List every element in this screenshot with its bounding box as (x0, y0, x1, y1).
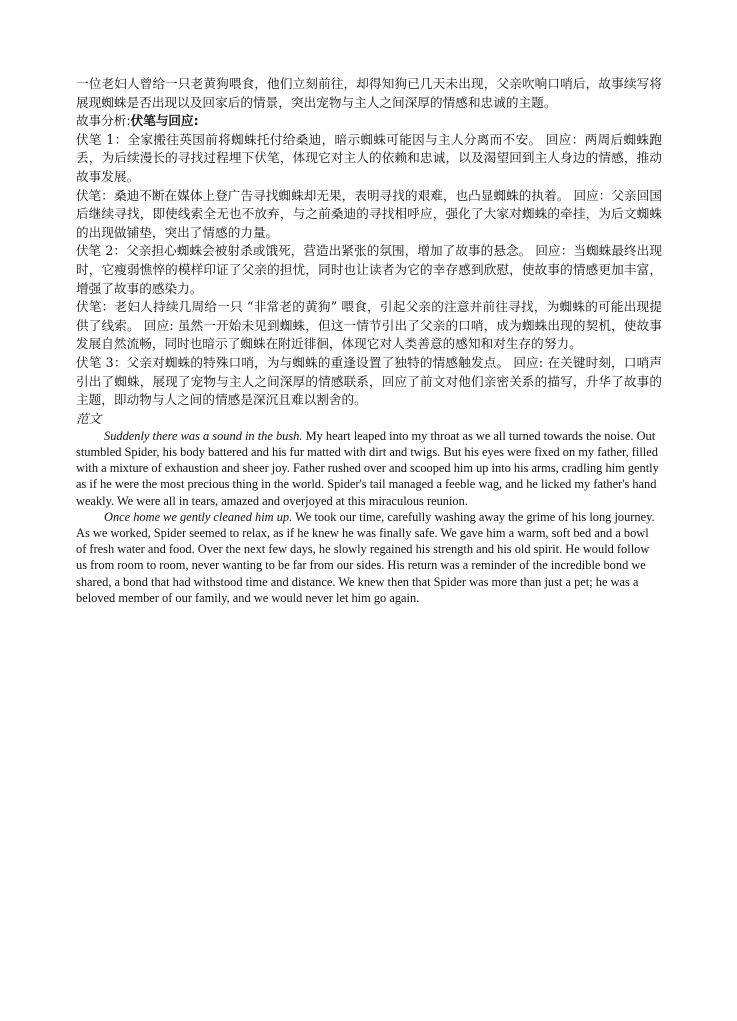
essay-paragraph-1 (76, 428, 662, 509)
analysis-heading-prefix: 故事分析: (76, 113, 131, 129)
analysis-item-label: 伏笔 2： (76, 243, 127, 259)
essay-lead-sentence: Once home we gently cleaned him up. (104, 509, 293, 524)
analysis-item-5 (76, 354, 662, 410)
essay-paragraph-2 (76, 509, 662, 606)
intro-paragraph: 一位老妇人曾给一只老黄狗喂食，他们立刻前往，却得知狗已几天未出现，父亲吹响口哨后，故事续写将展现蜘蛛是否出现以及回家后的情景，突出宠物与主人之间深厚的情感和忠诚的主题。 (76, 76, 662, 110)
analysis-item-1 (76, 131, 662, 187)
analysis-item-3 (76, 242, 662, 298)
essay-body-text: My heart leaped into my throat as we all turned towards the noise. Out stumbled Spider, his body battered and his fur matted with dirt and twigs. But his eyes were fixed on my father, filled with a mixture of exhaustion and sheer joy. Father rushed over and scooped him up into his arms, cradling him gently as if he were the most precious thing in the world. Spider's tail managed a feeble wag, and he licked my father's hand weakly. We were all in tears, amazed and overjoyed at this miraculous reunion. (76, 428, 659, 508)
analysis-item-text: 桑迪不断在媒体上登广告寻找蜘蛛却无果，表明寻找的艰难，也凸显蜘蛛的执着。 回应：父亲回国后继续寻找，即使线索全无也不放弃，与之前桑迪的寻找相呼应，强化了大家对蜘蛛的牵挂，为后文蜘蛛的出现做铺垫，突出了情感的力量。 (76, 187, 662, 240)
analysis-item-text: 父亲担心蜘蛛会被射杀或饿死，营造出紧张的氛围，增加了故事的悬念。 回应：当蜘蛛最终出现时，它瘦弱憔悴的模样印证了父亲的担忧，同时也让读者为它的幸存感到欣慰，使故事的情感更加丰富，增强了故事的感染力。 (76, 243, 662, 296)
analysis-item-label: 伏笔 3： (76, 354, 127, 370)
analysis-item-text: 老妇人持续几周给一只 “非常老的黄狗” 喂食，引起父亲的注意并前往寻找，为蜘蛛的可能出现提供了线索。 回应: 虽然一开始未见到蜘蛛，但这一情节引出了父亲的口哨，成为蜘蛛出现的契机，使故事发展自然流畅，同时也暗示了蜘蛛在附近徘徊，体现它对人类善意的感知和对生存的努力。 (76, 299, 662, 352)
analysis-item-2 (76, 187, 662, 243)
analysis-item-label: 伏笔： (76, 187, 114, 203)
essay-body-text: We took our time, carefully washing away the grime of his long journey. As we worked, Spider seemed to relax, as if he knew he was finally safe. We gave him a warm, soft bed and a bowl of fresh water and food. Over the next few days, he slowly regained his strength and his old spirit. He would follow us from room to room, never wanting to be far from our sides. His return was a reminder of the incredible bond we shared, a bond that had withstood time and distance. We knew then that Spider was more than just a pet; he was a beloved member of our family, and we would never let him go again. (76, 509, 655, 605)
document-page (76, 75, 662, 606)
analysis-heading-bold: 伏笔与回应: (130, 113, 199, 129)
analysis-item-label: 伏笔： (76, 299, 115, 315)
analysis-item-text: 全家搬往英国前将蜘蛛托付给桑迪，暗示蜘蛛可能因与主人分离而不安。 回应：两周后蜘蛛跑丢，为后续漫长的寻找过程埋下伏笔，体现它对主人的依赖和忠诚，以及渴望回到主人身边的情感，推动故事发展。 (76, 131, 662, 184)
analysis-item-text: 父亲对蜘蛛的特殊口哨，为与蜘蛛的重逢设置了独特的情感触发点。 回应: 在关键时刻，口哨声引出了蜘蛛，展现了宠物与主人之间深厚的情感联系，回应了前文对他们亲密关系的描写，升华了故事的主题，即动物与人之间的情感是深沉且难以割舍的。 (76, 354, 662, 408)
analysis-item-4 (76, 298, 662, 354)
essay-lead-sentence: Suddenly there was a sound in the bush. (104, 428, 303, 443)
analysis-heading (76, 112, 662, 131)
analysis-item-label: 伏笔 1： (76, 131, 128, 147)
model-essay-label: 范文 (76, 411, 102, 426)
